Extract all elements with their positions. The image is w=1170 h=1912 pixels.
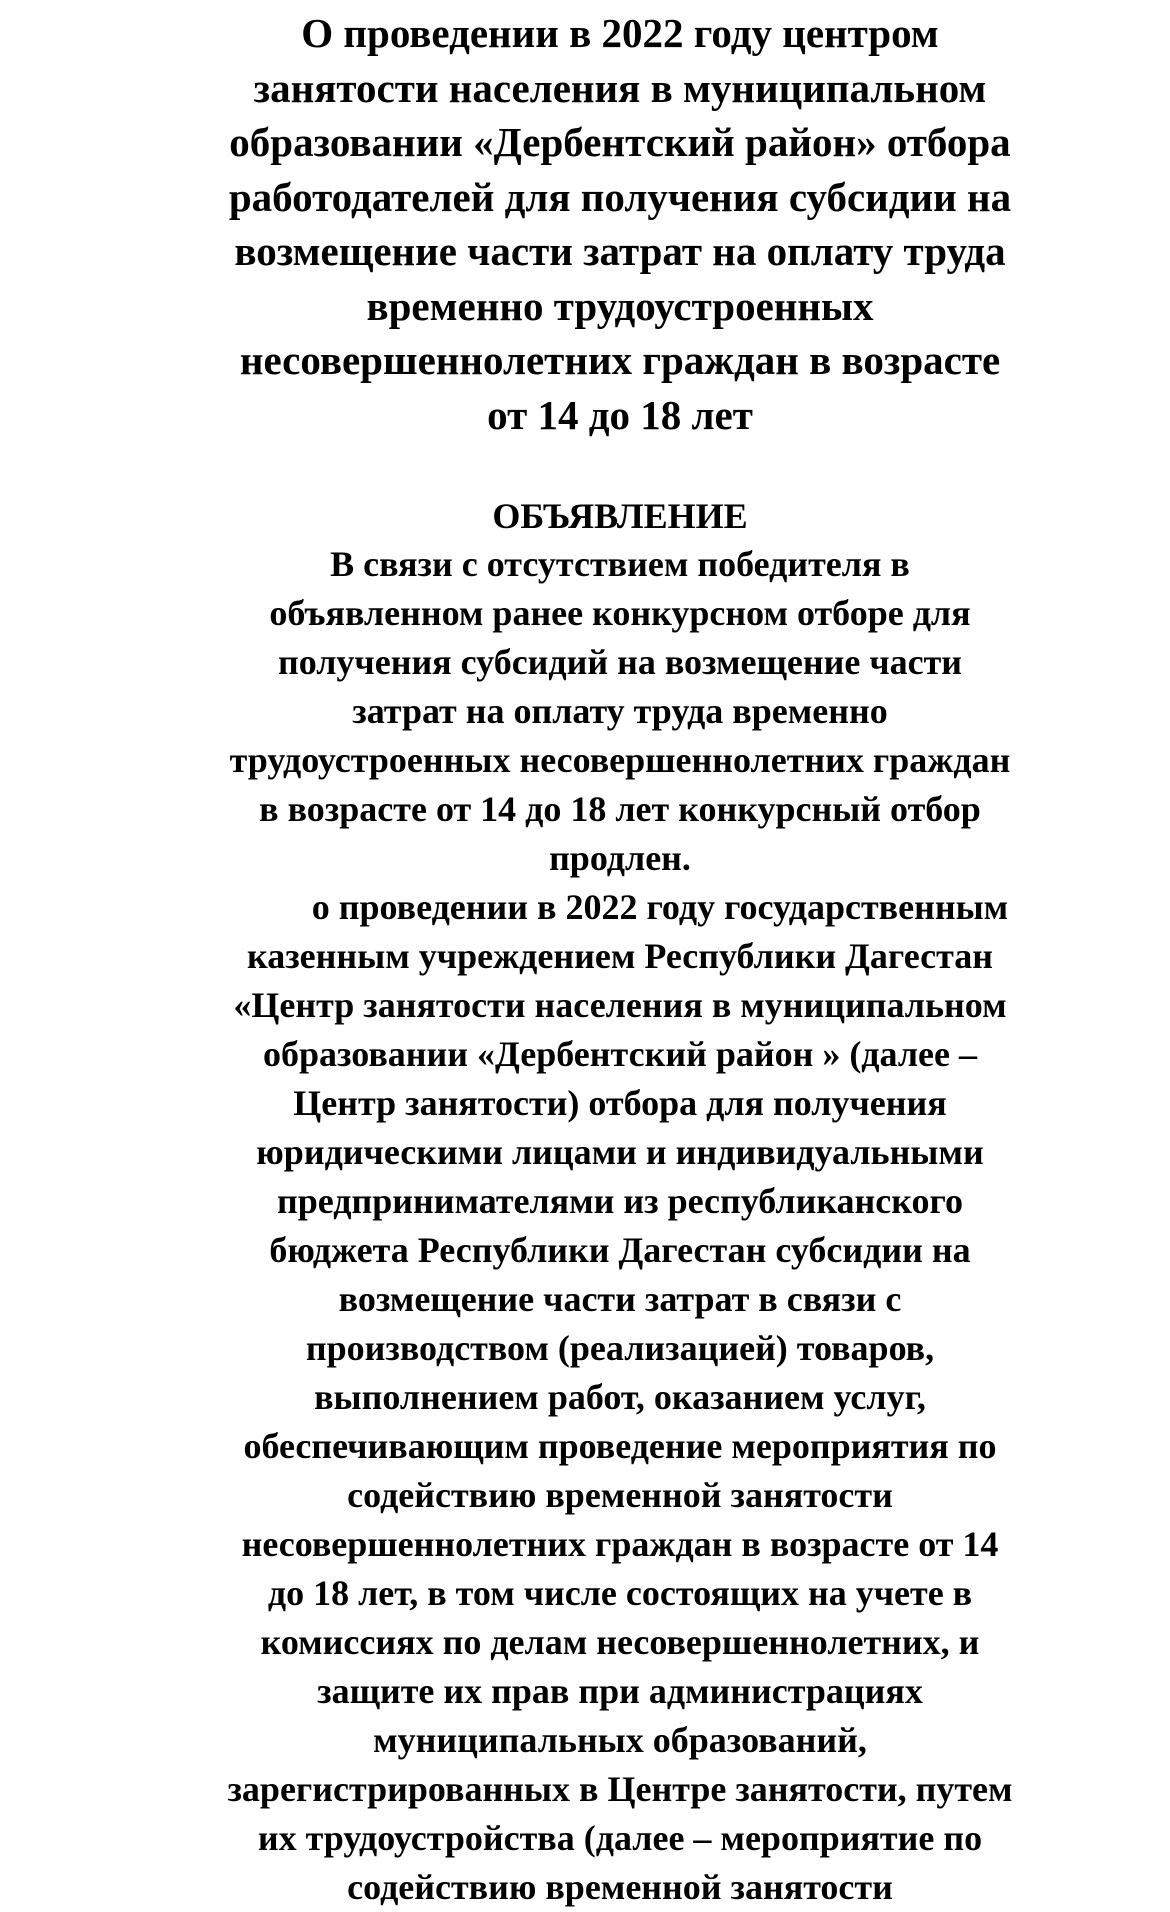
paragraph-line: образовании «Дербентский район » (далее –	[262, 1034, 977, 1074]
paragraph-line: содействию временной занятости	[347, 1867, 893, 1907]
title-line: О проведении в 2022 году центром	[301, 10, 939, 56]
paragraph-selection-details	[170, 883, 1070, 1912]
title-line: образовании «Дербентский район» отбора	[229, 119, 1011, 165]
paragraph-line: производством (реализацией) товаров,	[305, 1328, 935, 1368]
paragraph-line: трудоустроенных несовершеннолетних граждан	[229, 740, 1011, 780]
paragraph-extension-notice	[170, 540, 1070, 883]
paragraph-line: защите их прав при администрациях	[317, 1671, 923, 1711]
paragraph-line: продлен.	[549, 838, 691, 878]
title-line: работодателей для получения субсидии на	[228, 173, 1012, 220]
paragraph-line: объявленном ранее конкурсном отборе для	[269, 593, 971, 633]
title-line: возмещение части затрат на оплату труда	[234, 228, 1006, 274]
title-line: от 14 до 18 лет	[487, 391, 753, 438]
paragraph-line: зарегистрированных в Центре занятости, путем	[227, 1769, 1013, 1809]
paragraph-line: предпринимателями из республиканского	[277, 1181, 963, 1221]
paragraph-line: выполнением работ, оказанием услуг,	[314, 1377, 926, 1417]
paragraph-line: казенным учреждением Республики Дагестан	[247, 936, 993, 976]
announcement-heading: ОБЪЯВЛЕНИЕ	[492, 496, 748, 536]
title-line: временно трудоустроенных	[366, 282, 874, 329]
paragraph-line: Центр занятости) отбора для получения	[293, 1083, 947, 1123]
paragraph-line: их трудоустройства (далее – мероприятие по	[257, 1818, 983, 1858]
paragraph-line: затрат на оплату труда временно	[352, 691, 888, 731]
document-title	[170, 6, 1070, 442]
paragraph-line: юридическими лицами и индивидуальными	[256, 1132, 984, 1172]
paragraph-line: «Центр занятости населения в муниципальном	[233, 985, 1007, 1025]
paragraph-line: возмещение части затрат в связи с	[338, 1279, 902, 1319]
document-page	[170, 6, 1070, 1912]
paragraph-line: несовершеннолетних граждан в возрасте от 14	[241, 1524, 999, 1564]
paragraph-line: В связи с отсутствием победителя в	[330, 544, 910, 584]
paragraph-line: до 18 лет, в том числе состоящих на учете в	[267, 1573, 973, 1613]
paragraph-line: обеспечивающим проведение мероприятия по	[243, 1426, 997, 1466]
paragraph-line: в возрасте от 14 до 18 лет конкурсный отбор	[259, 789, 981, 829]
paragraph-line: содействию временной занятости	[347, 1475, 893, 1515]
paragraph-line: получения субсидий на возмещение части	[277, 642, 963, 682]
title-line: занятости населения в муниципальном	[253, 64, 987, 111]
paragraph-line: муниципальных образований,	[373, 1720, 867, 1760]
paragraph-line: комиссиях по делам несовершеннолетних, и	[260, 1622, 980, 1662]
paragraph-line: бюджета Республики Дагестан субсидии на	[269, 1230, 971, 1270]
paragraph-line: о проведении в 2022 году государственным	[311, 887, 1009, 927]
title-line: несовершеннолетних граждан в возрасте	[239, 337, 1001, 383]
